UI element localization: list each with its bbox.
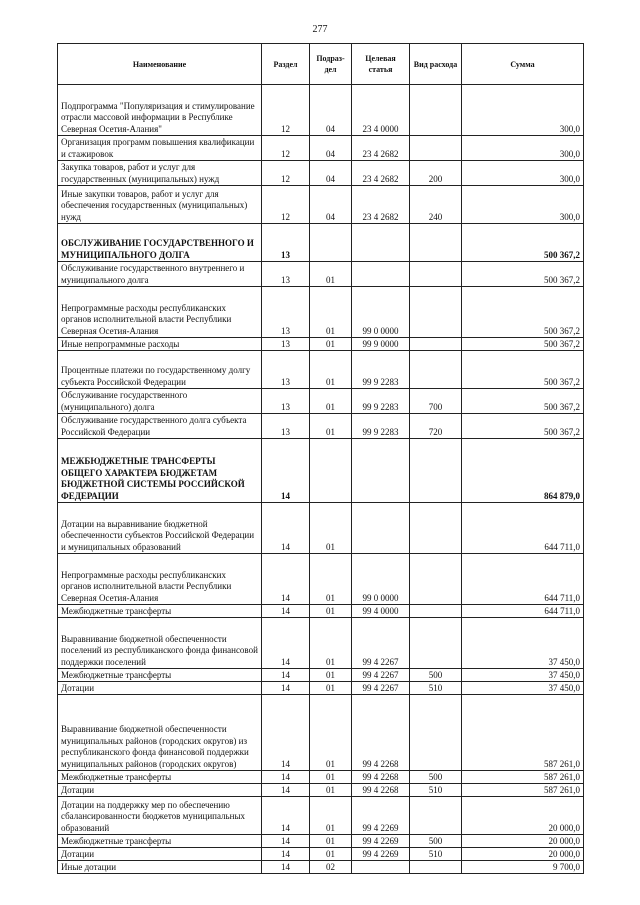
row-subsection: 01 [310, 695, 352, 771]
row-target: 99 4 2267 [352, 669, 410, 682]
row-subsection: 04 [310, 85, 352, 136]
row-name: Процентные платежи по государственному долгу субъекта Российской Федерации [58, 351, 262, 389]
table-row [58, 771, 584, 784]
page-number: 277 [312, 24, 328, 35]
row-expense-type [410, 136, 462, 161]
row-subsection: 04 [310, 161, 352, 186]
row-target: 99 4 2268 [352, 784, 410, 797]
row-section: 14 [262, 618, 310, 669]
row-amount: 864 879,0 [462, 439, 584, 503]
row-name: Обслуживание государственного долга субъекта Российской Федерации [58, 414, 262, 439]
row-expense-type: 500 [410, 771, 462, 784]
row-section: 13 [262, 414, 310, 439]
row-name: Непрограммные расходы республиканских органов исполнительной власти Республики Северная Осетия-Алания [58, 554, 262, 605]
row-amount: 500 367,2 [462, 351, 584, 389]
row-subsection: 01 [310, 784, 352, 797]
table-row [58, 351, 584, 389]
table-row [58, 695, 584, 771]
table-row [58, 287, 584, 338]
row-expense-type: 500 [410, 669, 462, 682]
row-subsection [310, 439, 352, 503]
row-target: 99 4 2267 [352, 682, 410, 695]
row-subsection: 01 [310, 618, 352, 669]
row-target [352, 861, 410, 874]
row-expense-type: 720 [410, 414, 462, 439]
row-expense-type: 240 [410, 186, 462, 224]
table-row [58, 136, 584, 161]
row-section: 12 [262, 136, 310, 161]
row-name: Обслуживание государственного (муниципального) долга [58, 389, 262, 414]
row-name: Подпрограмма "Популяризация и стимулирование отрасли массовой информации в Республике Северная Осетия-Алания" [58, 85, 262, 136]
row-amount: 300,0 [462, 186, 584, 224]
header-amount: Сумма [462, 44, 584, 85]
row-name: Дотации на выравнивание бюджетной обеспеченности субъектов Российской Федерации и муниципальных образований [58, 503, 262, 554]
row-section: 14 [262, 784, 310, 797]
row-name: Закупка товаров, работ и услуг для государственных (муниципальных) нужд [58, 161, 262, 186]
row-expense-type [410, 797, 462, 835]
row-subsection: 01 [310, 848, 352, 861]
row-target: 99 9 2283 [352, 414, 410, 439]
row-subsection: 01 [310, 389, 352, 414]
table-row [58, 414, 584, 439]
row-amount: 500 367,2 [462, 287, 584, 338]
row-section: 14 [262, 771, 310, 784]
row-expense-type [410, 618, 462, 669]
row-section: 14 [262, 669, 310, 682]
row-section: 14 [262, 835, 310, 848]
row-subsection: 01 [310, 338, 352, 351]
row-target: 99 4 2268 [352, 695, 410, 771]
row-section: 13 [262, 389, 310, 414]
table-row [58, 618, 584, 669]
row-name: Дотации [58, 682, 262, 695]
row-section: 14 [262, 682, 310, 695]
row-subsection: 01 [310, 503, 352, 554]
row-amount: 644 711,0 [462, 503, 584, 554]
row-expense-type [410, 554, 462, 605]
row-section: 13 [262, 262, 310, 287]
row-expense-type [410, 503, 462, 554]
row-subsection: 01 [310, 682, 352, 695]
header-section: Раздел [262, 44, 310, 85]
row-amount: 500 367,2 [462, 389, 584, 414]
table-row [58, 262, 584, 287]
row-name: Иные дотации [58, 861, 262, 874]
row-subsection: 01 [310, 287, 352, 338]
table-row [58, 861, 584, 874]
row-section: 14 [262, 439, 310, 503]
row-expense-type [410, 351, 462, 389]
row-subsection: 01 [310, 414, 352, 439]
row-target [352, 439, 410, 503]
table-row [58, 389, 584, 414]
row-target: 99 4 0000 [352, 605, 410, 618]
row-section: 12 [262, 186, 310, 224]
row-subsection: 01 [310, 771, 352, 784]
table-row [58, 605, 584, 618]
row-subsection: 01 [310, 554, 352, 605]
row-amount: 500 367,2 [462, 414, 584, 439]
row-expense-type [410, 224, 462, 262]
row-expense-type [410, 338, 462, 351]
row-amount: 300,0 [462, 85, 584, 136]
row-target: 99 4 2267 [352, 618, 410, 669]
row-section: 14 [262, 848, 310, 861]
row-expense-type [410, 861, 462, 874]
table-row [58, 503, 584, 554]
table-row [58, 224, 584, 262]
row-target: 23 4 0000 [352, 85, 410, 136]
row-expense-type [410, 605, 462, 618]
row-subsection: 02 [310, 861, 352, 874]
row-amount: 500 367,2 [462, 338, 584, 351]
row-section: 14 [262, 503, 310, 554]
row-section: 14 [262, 605, 310, 618]
row-target [352, 503, 410, 554]
table-row [58, 784, 584, 797]
row-name: Межбюджетные трансферты [58, 835, 262, 848]
row-amount: 37 450,0 [462, 682, 584, 695]
row-name: Межбюджетные трансферты [58, 605, 262, 618]
row-section: 13 [262, 338, 310, 351]
row-subsection: 01 [310, 797, 352, 835]
row-expense-type: 200 [410, 161, 462, 186]
row-section: 12 [262, 85, 310, 136]
row-target [352, 224, 410, 262]
header-name: Наименование [58, 44, 262, 85]
row-expense-type: 700 [410, 389, 462, 414]
row-expense-type [410, 695, 462, 771]
table-row [58, 848, 584, 861]
row-subsection: 01 [310, 835, 352, 848]
row-amount: 644 711,0 [462, 554, 584, 605]
row-amount: 20 000,0 [462, 835, 584, 848]
row-section: 14 [262, 554, 310, 605]
row-name: Дотации на поддержку мер по обеспечению сбалансированности бюджетов муниципальных образований [58, 797, 262, 835]
row-name: Организация программ повышения квалификации и стажировок [58, 136, 262, 161]
row-amount: 587 261,0 [462, 771, 584, 784]
row-name: Межбюджетные трансферты [58, 771, 262, 784]
header-expense-type: Вид расхода [410, 44, 462, 85]
row-amount: 20 000,0 [462, 848, 584, 861]
row-target: 23 4 2682 [352, 136, 410, 161]
header-target: Целевая статья [352, 44, 410, 85]
row-section: 13 [262, 287, 310, 338]
row-target: 99 0 0000 [352, 554, 410, 605]
table-row [58, 554, 584, 605]
row-amount: 500 367,2 [462, 224, 584, 262]
table-row [58, 669, 584, 682]
row-name: Дотации [58, 784, 262, 797]
row-name: Межбюджетные трансферты [58, 669, 262, 682]
row-subsection: 01 [310, 351, 352, 389]
row-target: 99 4 2268 [352, 771, 410, 784]
row-expense-type: 500 [410, 835, 462, 848]
table-row [58, 85, 584, 136]
row-amount: 587 261,0 [462, 695, 584, 771]
row-amount: 9 700,0 [462, 861, 584, 874]
row-amount: 20 000,0 [462, 797, 584, 835]
row-section: 13 [262, 224, 310, 262]
table-row [58, 439, 584, 503]
table-row [58, 835, 584, 848]
row-subsection [310, 224, 352, 262]
table-row [58, 186, 584, 224]
row-amount: 500 367,2 [462, 262, 584, 287]
row-target: 99 9 2283 [352, 389, 410, 414]
row-name: Иные закупки товаров, работ и услуг для обеспечения государственных (муниципальных) нужд [58, 186, 262, 224]
row-name: Обслуживание государственного внутреннего и муниципального долга [58, 262, 262, 287]
row-subsection: 01 [310, 669, 352, 682]
row-target: 99 9 0000 [352, 338, 410, 351]
row-name: Непрограммные расходы республиканских органов исполнительной власти Республики Северная Осетия-Алания [58, 287, 262, 338]
row-name: ОБСЛУЖИВАНИЕ ГОСУДАРСТВЕННОГО И МУНИЦИПАЛЬНОГО ДОЛГА [58, 224, 262, 262]
row-expense-type [410, 439, 462, 503]
header-subsection: Подраз-дел [310, 44, 352, 85]
row-amount: 300,0 [462, 136, 584, 161]
row-section: 13 [262, 351, 310, 389]
row-expense-type [410, 287, 462, 338]
row-subsection: 04 [310, 136, 352, 161]
row-amount: 37 450,0 [462, 669, 584, 682]
row-subsection: 01 [310, 262, 352, 287]
row-name: Иные непрограммные расходы [58, 338, 262, 351]
row-target: 23 4 2682 [352, 186, 410, 224]
row-amount: 587 261,0 [462, 784, 584, 797]
row-target: 99 0 0000 [352, 287, 410, 338]
row-expense-type [410, 85, 462, 136]
row-target: 99 4 2269 [352, 835, 410, 848]
row-subsection: 01 [310, 605, 352, 618]
row-section: 12 [262, 161, 310, 186]
table-row [58, 682, 584, 695]
row-target [352, 262, 410, 287]
row-amount: 300,0 [462, 161, 584, 186]
row-section: 14 [262, 861, 310, 874]
budget-table [57, 43, 584, 874]
row-name: Дотации [58, 848, 262, 861]
row-target: 23 4 2682 [352, 161, 410, 186]
table-row [58, 797, 584, 835]
table-row [58, 338, 584, 351]
row-expense-type [410, 262, 462, 287]
row-section: 14 [262, 695, 310, 771]
row-expense-type: 510 [410, 784, 462, 797]
table-header-row [58, 44, 584, 85]
row-amount: 644 711,0 [462, 605, 584, 618]
row-amount: 37 450,0 [462, 618, 584, 669]
table-row [58, 161, 584, 186]
row-target: 99 4 2269 [352, 848, 410, 861]
row-target: 99 4 2269 [352, 797, 410, 835]
row-name: Выравнивание бюджетной обеспеченности поселений из республиканского фонда финансовой поддержки поселений [58, 618, 262, 669]
row-expense-type: 510 [410, 682, 462, 695]
row-name: Выравнивание бюджетной обеспеченности муниципальных районов (городских округов) из республиканского фонда финансовой поддержки муниципальных районов (городских округов) [58, 695, 262, 771]
row-target: 99 9 2283 [352, 351, 410, 389]
row-expense-type: 510 [410, 848, 462, 861]
row-section: 14 [262, 797, 310, 835]
row-name: МЕЖБЮДЖЕТНЫЕ ТРАНСФЕРТЫ ОБЩЕГО ХАРАКТЕРА БЮДЖЕТАМ БЮДЖЕТНОЙ СИСТЕМЫ РОССИЙСКОЙ ФЕДЕРАЦИИ [58, 439, 262, 503]
row-subsection: 04 [310, 186, 352, 224]
